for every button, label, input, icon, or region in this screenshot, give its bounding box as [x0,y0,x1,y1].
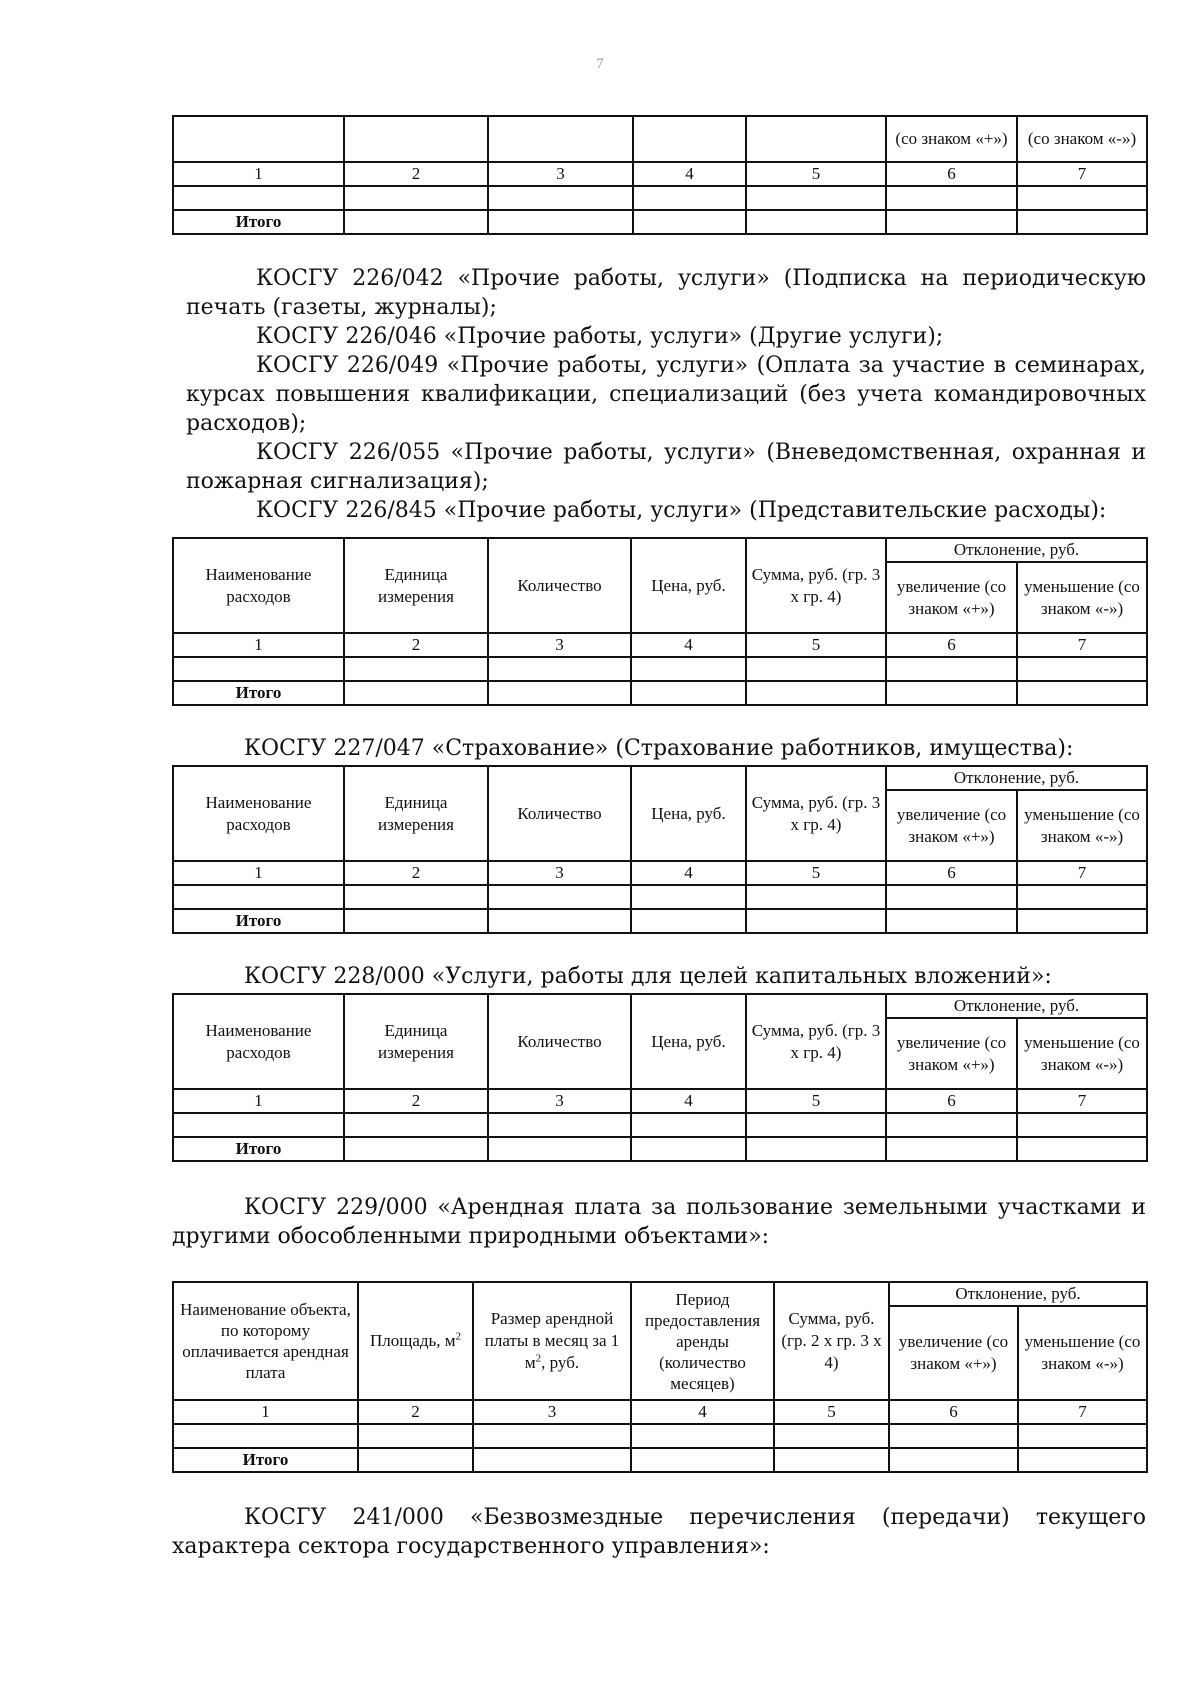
heading-241: КОСГУ 241/000 «Безвозмездные перечисления (передачи) текущего характера сектора государственного управления»: [172,1505,1146,1559]
para-226-042: КОСГУ 226/042 «Прочие работы, услуги» (Подписка на периодическую печать (газеты, журналы); [186,266,1146,320]
para-226-049: КОСГУ 226/049 «Прочие работы, услуги» (Оплата за участие в семинарах, курсах повышения квалификации, специализаций (без учета командировочных расходов); [186,353,1146,436]
para-226-055: КОСГУ 226/055 «Прочие работы, услуги» (Вневедомственная, охранная и пожарная сигнализация); [186,440,1146,494]
kosgu-226-paragraphs [186,264,1146,525]
table-226-845: Наименование расходов Единица измерения Количество Цена, руб. Сумма, руб. (гр. 3 х гр. 4) Отклонение, руб. увеличение (со знаком «+») уменьшение (со знаком «-») 1 2 3 4 5 6 7 Итого [172,537,1148,706]
rent-object-header: Наименование объекта, по которому оплачивается арендная плата [173,1282,358,1400]
table-continued: (со знаком «+») (со знаком «-») 1 2 3 4 5 6 7 Итого [172,115,1148,235]
rent-size-header: Размер арендной платы в месяц за 1 $м^2$, руб. [473,1282,631,1400]
table-229-rent: Наименование объекта, по которому оплачивается арендная плата Площадь, $м^2$ Размер арендной платы в месяц за 1 $м^2$, руб. Период предоставления аренды (количество месяцев) Сумма, руб. (гр. 2 х гр. 3 х 4) Отклонение, руб. увеличение (со знаком «+») уменьшение (со знаком «-») 1 2 3 4 5 6 7 Итого [172,1281,1148,1473]
table-227-047: Наименование расходов Единица измерения Количество Цена, руб. Сумма, руб. (гр. 3 х гр. 4) Отклонение, руб. увеличение (со знаком «+») уменьшение (со знаком «-») 1 2 3 4 5 6 7 Итого [172,765,1148,934]
heading-228: КОСГУ 228/000 «Услуги, работы для целей капитальных вложений»: [244,964,1052,989]
increase-tail: (со знаком «+») [886,116,1017,162]
page-number: 7 [596,56,604,72]
total-label: Итого [173,210,344,234]
rent-sum-header: Сумма, руб. (гр. 2 х гр. 3 х 4) [774,1282,889,1400]
rent-area-header: Площадь, $м^2$ [358,1282,473,1400]
rent-period-header: Период предоставления аренды (количество месяцев) [631,1282,774,1400]
table-228-000: Наименование расходов Единица измерения Количество Цена, руб. Сумма, руб. (гр. 3 х гр. 4) Отклонение, руб. увеличение (со знаком «+») уменьшение (со знаком «-») 1 2 3 4 5 6 7 Итого [172,993,1148,1162]
heading-229: КОСГУ 229/000 «Арендная плата за пользование земельными участками и другими обособленными природными объектами»: [172,1195,1146,1249]
heading-227: КОСГУ 227/047 «Страхование» (Страхование работников, имущества): [244,736,1074,761]
para-226-046: КОСГУ 226/046 «Прочие работы, услуги» (Другие услуги); [256,324,944,349]
decrease-tail: (со знаком «-») [1017,116,1147,162]
para-226-845: КОСГУ 226/845 «Прочие работы, услуги» (Представительские расходы): [256,498,1107,523]
